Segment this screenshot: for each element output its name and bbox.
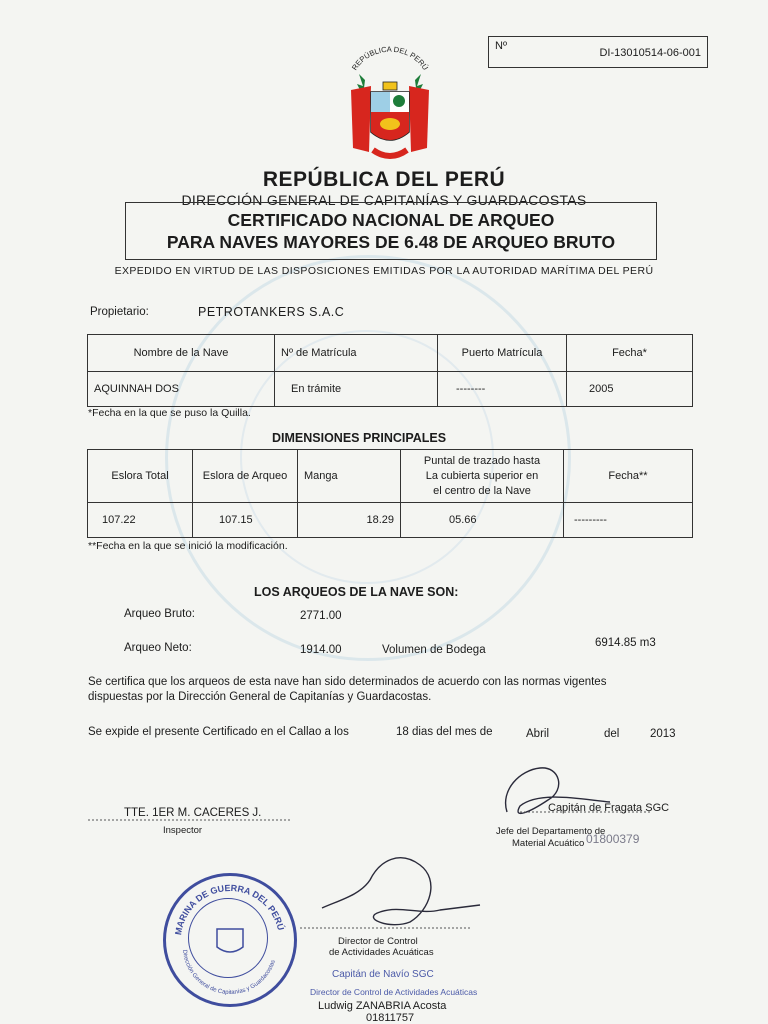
country-heading: REPÚBLICA DEL PERÚ <box>262 168 506 191</box>
table-header-cell: Nombre de la Nave <box>88 335 275 372</box>
issued-month: Abril <box>526 728 550 740</box>
gross-tonnage-label: Arqueo Bruto: <box>124 608 195 620</box>
director-title: Director de Control de Actividades Acuáticas <box>310 987 478 997</box>
chief-code: 01800379 <box>586 832 640 846</box>
svg-text:MARINA DE GUERRA DEL PERÚ: MARINA DE GUERRA DEL PERÚ <box>173 882 286 936</box>
owner-value: PETROTANKERS S.A.C <box>198 305 345 319</box>
table-header-cell: Puerto Matrícula <box>438 335 567 372</box>
director-role-line1: Director de Control <box>338 936 418 947</box>
table-header-cell: Fecha** <box>564 450 693 503</box>
hold-volume-label: Volumen de Bodega <box>382 644 486 656</box>
keel-date-cell: 2005 <box>567 372 693 407</box>
certification-line1: Se certifica que los arqueos de esta nave han sido determinados de acuerdo con las normas vigentes <box>88 676 607 688</box>
stamp-text-ring <box>163 873 297 1007</box>
table-header-cell: Nº de Matrícula <box>275 335 438 372</box>
depth-header-line1: Puntal de trazado hasta <box>423 454 541 467</box>
director-role-line2: de Actividades Acuáticas <box>329 947 434 958</box>
depth-header-line3: el centro de la Nave <box>433 484 531 497</box>
chief-rank: Capitán de Fragata SGC <box>548 802 670 814</box>
modification-date-note: **Fecha en la que se inició la modificación. <box>88 540 288 552</box>
director-code: 01811757 <box>366 1012 415 1024</box>
table-header-cell: Manga <box>298 450 401 503</box>
hold-volume-value: 6914.85 m3 <box>595 637 656 649</box>
registration-number-cell: En trámite <box>275 372 438 407</box>
net-tonnage-value: 1914.00 <box>300 644 342 656</box>
inspector-role: Inspector <box>163 825 203 836</box>
keel-date-note: *Fecha en la que se puso la Quilla. <box>88 407 251 419</box>
length-overall-cell: 107.22 <box>88 503 193 538</box>
vessel-name-cell: AQUINNAH DOS <box>88 372 275 407</box>
directorate-heading: DIRECCIÓN GENERAL DE CAPITANÍAS Y GUARDACOSTAS <box>181 192 587 208</box>
breadth-cell: 18.29 <box>298 503 401 538</box>
tonnage-title: LOS ARQUEOS DE LA NAVE SON: <box>254 585 459 599</box>
issued-prefix: Se expide el presente Certificado en el Callao a los <box>88 726 349 738</box>
depth-header-line2: La cubierta superior en <box>425 469 539 482</box>
net-tonnage-label: Arqueo Neto: <box>124 642 192 654</box>
moulded-depth-cell: 05.66 <box>401 503 564 538</box>
issued-year: 2013 <box>650 728 676 740</box>
table-header-cell: Eslora Total <box>88 450 193 503</box>
gross-tonnage-value: 2771.00 <box>300 610 342 622</box>
seal-text: REPÚBLICA DEL PERÚ <box>349 44 431 72</box>
certificate-title-line2: PARA NAVES MAYORES DE 6.48 DE ARQUEO BRUTO <box>166 232 616 252</box>
issued-under-text: EXPEDIDO EN VIRTUD DE LAS DISPOSICIONES EMITIDAS POR LA AUTORIDAD MARÍTIMA DEL PERÚ <box>114 265 654 277</box>
table-header-cell: Eslora de Arqueo <box>193 450 298 503</box>
director-rank: Capitán de Navío SGC <box>332 969 434 980</box>
modification-date-cell: --------- <box>564 503 693 538</box>
owner-label: Propietario: <box>90 306 149 318</box>
table-header-cell: Fecha* <box>567 335 693 372</box>
certificate-number-label: Nº <box>495 40 507 52</box>
certification-line2: dispuestas por la Dirección General de Capitanías y Guardacostas. <box>88 691 432 703</box>
issued-year-label: del <box>604 728 620 740</box>
chief-role-line2: Material Acuático <box>512 838 585 849</box>
tonnage-length-cell: 107.15 <box>193 503 298 538</box>
chief-role-line1: Jefe del Departamento de <box>496 826 606 837</box>
dimensions-title: DIMENSIONES PRINCIPALES <box>272 431 447 445</box>
issued-day: 18 dias del mes de <box>396 726 493 738</box>
svg-text:Dirección General de Capitanía: Dirección General de Capitanías y Guardacostas <box>181 949 277 997</box>
certificate-number: DI-13010514-06-001 <box>599 47 701 59</box>
inspector-name: TTE. 1ER M. CACERES J. <box>124 807 262 819</box>
director-name: Ludwig ZANABRIA Acosta <box>318 1000 447 1012</box>
registration-port-cell: -------- <box>438 372 567 407</box>
certificate-title-line1: CERTIFICADO NACIONAL DE ARQUEO <box>227 210 555 230</box>
